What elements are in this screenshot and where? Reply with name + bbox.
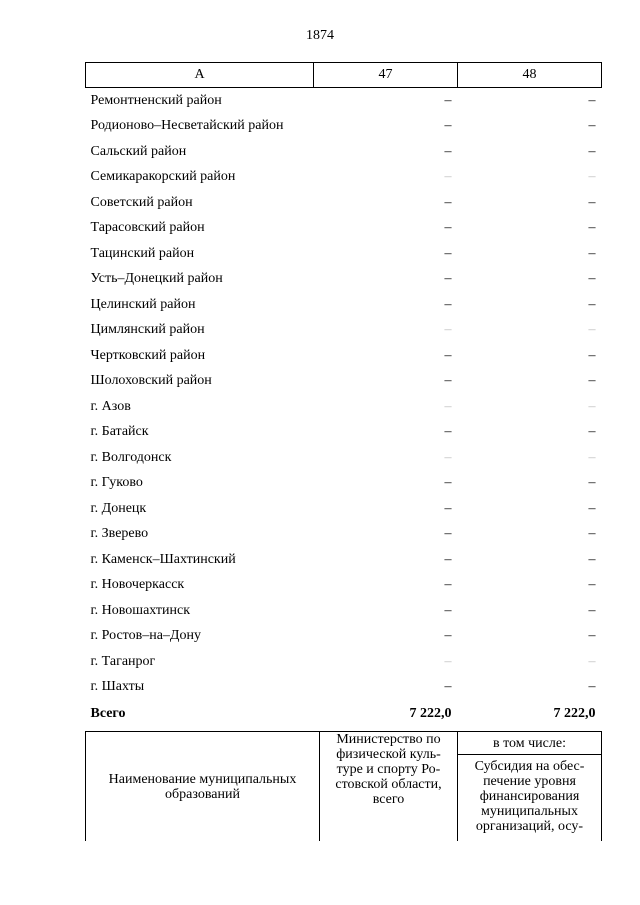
municipality-name-header: Наименование муниципальных образований [86, 732, 320, 842]
total-row [86, 700, 602, 727]
table-row [86, 318, 602, 344]
value-col-48: – [588, 296, 596, 312]
total-col-48: 7 222,0 [553, 705, 596, 721]
municipality-name: г. Шахты [90, 679, 145, 695]
value-col-48: – [588, 322, 596, 338]
total-label: Всего [90, 705, 126, 721]
value-col-48: – [588, 551, 596, 567]
value-col-47: – [444, 551, 452, 567]
value-col-48: – [588, 220, 596, 236]
municipality-name: г. Донецк [90, 500, 147, 516]
table-row [86, 139, 602, 165]
table-row [86, 88, 602, 114]
table-row [86, 267, 602, 293]
table-row [86, 394, 602, 420]
table-row [86, 471, 602, 497]
value-col-47: – [444, 373, 452, 389]
municipality-name: Родионово–Несветайский район [90, 118, 284, 134]
table-row [86, 573, 602, 599]
value-col-47: – [444, 347, 452, 363]
value-col-47: – [444, 602, 452, 618]
municipality-name: г. Каменск–Шахтинский [90, 551, 236, 567]
value-col-47: – [444, 118, 452, 134]
subsidy-header: Субсидия на обес-печение уровня финансирования муниципальных организаций, осу- [458, 755, 602, 842]
value-col-48: – [588, 679, 596, 695]
table-row [86, 190, 602, 216]
value-col-47: – [444, 424, 452, 440]
ministry-total-header: Министерство по физической куль-туре и спорту Ро-стовской области, всего [320, 732, 458, 842]
table-row [86, 343, 602, 369]
value-col-48: – [588, 245, 596, 261]
municipality-name: г. Зверево [90, 526, 149, 542]
municipality-name: Целинский район [90, 296, 196, 312]
value-col-47: – [444, 296, 452, 312]
including-header: в том числе: [458, 732, 602, 755]
municipality-name: Тарасовский район [90, 220, 205, 236]
header-col-48: 48 [458, 63, 602, 88]
value-col-47: – [444, 679, 452, 695]
municipality-name: г. Ростов–на–Дону [90, 628, 201, 644]
table-row [86, 216, 602, 242]
value-col-48: – [588, 602, 596, 618]
value-col-47: – [444, 449, 452, 465]
value-col-48: – [588, 143, 596, 159]
value-col-47: – [444, 475, 452, 491]
continuation-header [85, 731, 602, 841]
table-row [86, 649, 602, 675]
value-col-48: – [588, 653, 596, 669]
value-col-48: – [588, 475, 596, 491]
value-col-48: – [588, 628, 596, 644]
value-col-47: – [444, 92, 452, 108]
value-col-48: – [588, 577, 596, 593]
budget-table [85, 62, 602, 727]
municipality-name: г. Азов [90, 398, 131, 414]
value-col-48: – [588, 526, 596, 542]
value-col-47: – [444, 398, 452, 414]
value-col-47: – [444, 245, 452, 261]
table-row [86, 445, 602, 471]
municipality-name: Чертковский район [90, 347, 206, 363]
value-col-48: – [588, 271, 596, 287]
municipality-name: Ремонтненский район [90, 92, 222, 108]
municipality-name: г. Батайск [90, 424, 149, 440]
value-col-48: – [588, 373, 596, 389]
value-col-48: – [588, 92, 596, 108]
table-row [86, 675, 602, 701]
header-col-47: 47 [314, 63, 458, 88]
table-row [86, 522, 602, 548]
municipality-name: Советский район [90, 194, 193, 210]
table-row [86, 241, 602, 267]
table-row [86, 369, 602, 395]
value-col-47: – [444, 194, 452, 210]
value-col-48: – [588, 424, 596, 440]
value-col-48: – [588, 194, 596, 210]
municipality-name: г. Волгодонск [90, 449, 172, 465]
total-col-47: 7 222,0 [409, 705, 452, 721]
value-col-47: – [444, 169, 452, 185]
municipality-name: Цимлянский район [90, 322, 205, 338]
value-col-48: – [588, 500, 596, 516]
municipality-name: г. Таганрог [90, 653, 156, 669]
page-number: 1874 [306, 28, 334, 43]
value-col-47: – [444, 143, 452, 159]
municipality-name: Тацинский район [90, 245, 195, 261]
value-col-48: – [588, 169, 596, 185]
value-col-48: – [588, 398, 596, 414]
municipality-name: г. Новочеркасск [90, 577, 185, 593]
value-col-47: – [444, 577, 452, 593]
municipality-name: Семикаракорский район [90, 169, 236, 185]
municipality-name: г. Новошахтинск [90, 602, 191, 618]
municipality-name: Шолоховский район [90, 373, 212, 389]
value-col-47: – [444, 628, 452, 644]
municipality-name: Сальский район [90, 143, 187, 159]
municipality-name: Усть–Донецкий район [90, 271, 223, 287]
value-col-48: – [588, 118, 596, 134]
value-col-47: – [444, 271, 452, 287]
value-col-47: – [444, 322, 452, 338]
table-row [86, 165, 602, 191]
table-row [86, 114, 602, 140]
table-row [86, 292, 602, 318]
table-row [86, 496, 602, 522]
table-row [86, 547, 602, 573]
value-col-48: – [588, 347, 596, 363]
value-col-47: – [444, 220, 452, 236]
value-col-48: – [588, 449, 596, 465]
table-row [86, 624, 602, 650]
table-row [86, 598, 602, 624]
value-col-47: – [444, 653, 452, 669]
table-header [86, 63, 602, 88]
table-body [86, 88, 602, 728]
value-col-47: – [444, 526, 452, 542]
value-col-47: – [444, 500, 452, 516]
header-col-a: А [86, 63, 314, 88]
table-row [86, 420, 602, 446]
municipality-name: г. Гуково [90, 475, 143, 491]
